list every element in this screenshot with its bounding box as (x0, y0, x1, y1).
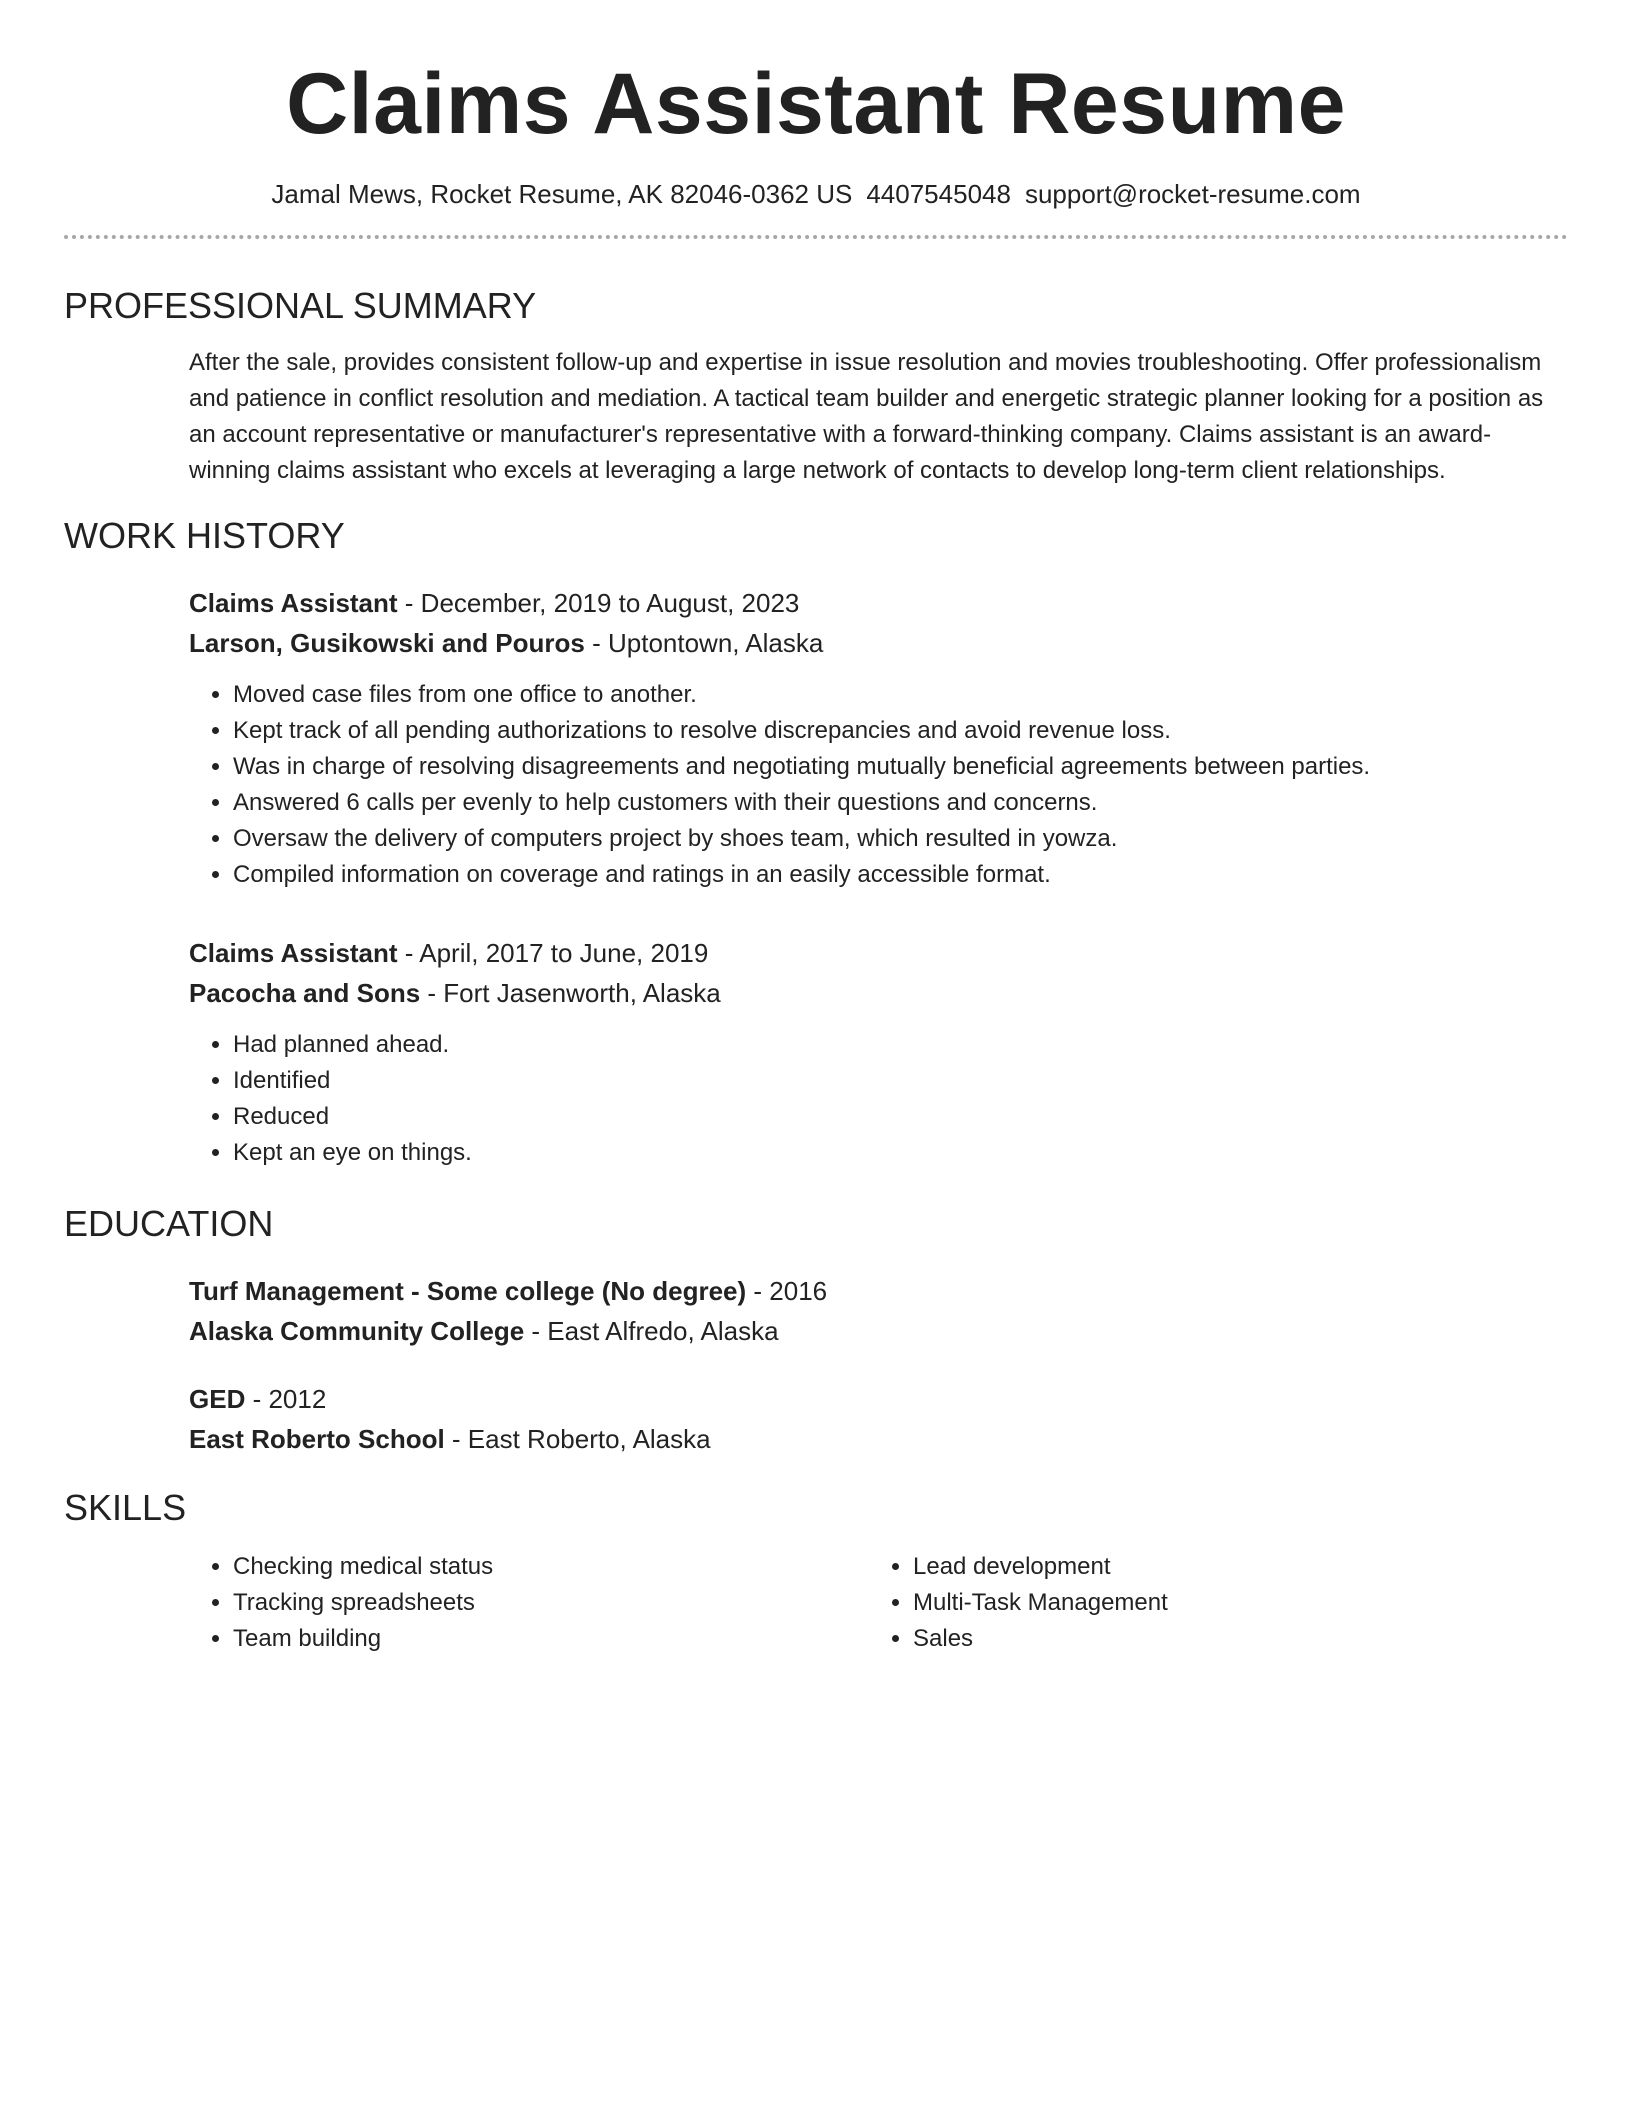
education-degree-line (189, 1379, 1568, 1419)
list-item: • Identified (233, 1063, 1568, 1099)
resume-title: Claims Assistant Resume (286, 56, 1346, 152)
list-item: • Compiled information on coverage and ratings in an easily accessible format. (233, 857, 1568, 893)
job-company: Larson, Gusikowski and Pouros (189, 628, 585, 658)
job-title: Claims Assistant (189, 938, 398, 968)
skills-columns (189, 1549, 1568, 1657)
list-item: • Answered 6 calls per evenly to help customers with their questions and concerns. (233, 785, 1568, 821)
education-entry (189, 1379, 1568, 1459)
education-year: - 2016 (746, 1276, 828, 1306)
job-company: Pacocha and Sons (189, 978, 421, 1008)
job-bullets (189, 677, 1568, 893)
job-title-line (189, 583, 1568, 623)
list-item: • Kept an eye on things. (233, 1135, 1568, 1171)
education-entry (189, 1271, 1568, 1351)
section-heading-work-history: WORK HISTORY (64, 515, 345, 556)
list-item: • Oversaw the delivery of computers project by shoes team, which resulted in yowza. (233, 821, 1568, 857)
list-item: • Moved case files from one office to another. (233, 677, 1568, 713)
job-entry (189, 583, 1568, 893)
education-degree: GED (189, 1384, 246, 1414)
education-school-line (189, 1419, 1568, 1459)
education-degree-line (189, 1271, 1568, 1311)
job-title: Claims Assistant (189, 588, 398, 618)
job-company-line (189, 623, 1568, 663)
header-divider (64, 235, 1568, 239)
contact-phone: 4407545048 (866, 179, 1011, 209)
education-year: - 2012 (245, 1384, 327, 1414)
job-location: - Fort Jasenworth, Alaska (420, 978, 721, 1008)
list-item: • Reduced (233, 1099, 1568, 1135)
resume-page (64, 0, 1568, 1657)
skills-list-right (869, 1549, 1549, 1657)
summary-text: After the sale, provides consistent follow-up and expertise in issue resolution and movies troubleshooting. Offer professionalism and patience in conflict resolution and mediation. A tactical team builder and energetic strategic planner looking for a position as an account representative or manufacturer's representative with a forward-thinking company. Claims assistant is an award-winning claims assistant who excels at leveraging a large network of contacts to develop long-term client relationships. (189, 349, 1544, 484)
skill-item: • Team building (233, 1621, 869, 1657)
contact-address: Jamal Mews, Rocket Resume, AK 82046-0362 US (271, 179, 853, 209)
skill-item: • Multi-Task Management (913, 1585, 1549, 1621)
education-degree: Turf Management - Some college (No degree) (189, 1276, 747, 1306)
skill-item: • Lead development (913, 1549, 1549, 1585)
education-school: Alaska Community College (189, 1316, 525, 1346)
skills-list-left (189, 1549, 869, 1657)
job-title-line (189, 933, 1568, 973)
section-heading-education: EDUCATION (64, 1203, 274, 1244)
list-item: • Was in charge of resolving disagreements and negotiating mutually beneficial agreements between parties. (233, 749, 1568, 785)
section-heading-skills: SKILLS (64, 1487, 187, 1528)
job-location: - Uptontown, Alaska (584, 628, 824, 658)
job-dates: - December, 2019 to August, 2023 (397, 588, 800, 618)
job-entry (189, 933, 1568, 1171)
contact-email: support@rocket-resume.com (1024, 179, 1361, 209)
job-bullets (189, 1027, 1568, 1171)
education-location: - East Alfredo, Alaska (524, 1316, 779, 1346)
skill-item: • Sales (913, 1621, 1549, 1657)
education-school: East Roberto School (189, 1424, 445, 1454)
list-item: • Had planned ahead. (233, 1027, 1568, 1063)
skill-item: • Tracking spreadsheets (233, 1585, 869, 1621)
education-school-line (189, 1311, 1568, 1351)
list-item: • Kept track of all pending authorizations to resolve discrepancies and avoid revenue loss. (233, 713, 1568, 749)
job-company-line (189, 973, 1568, 1013)
education-location: - East Roberto, Alaska (444, 1424, 711, 1454)
contact-line (64, 177, 1568, 211)
job-dates: - April, 2017 to June, 2019 (397, 938, 709, 968)
skill-item: • Checking medical status (233, 1549, 869, 1585)
section-heading-summary: PROFESSIONAL SUMMARY (64, 285, 537, 326)
